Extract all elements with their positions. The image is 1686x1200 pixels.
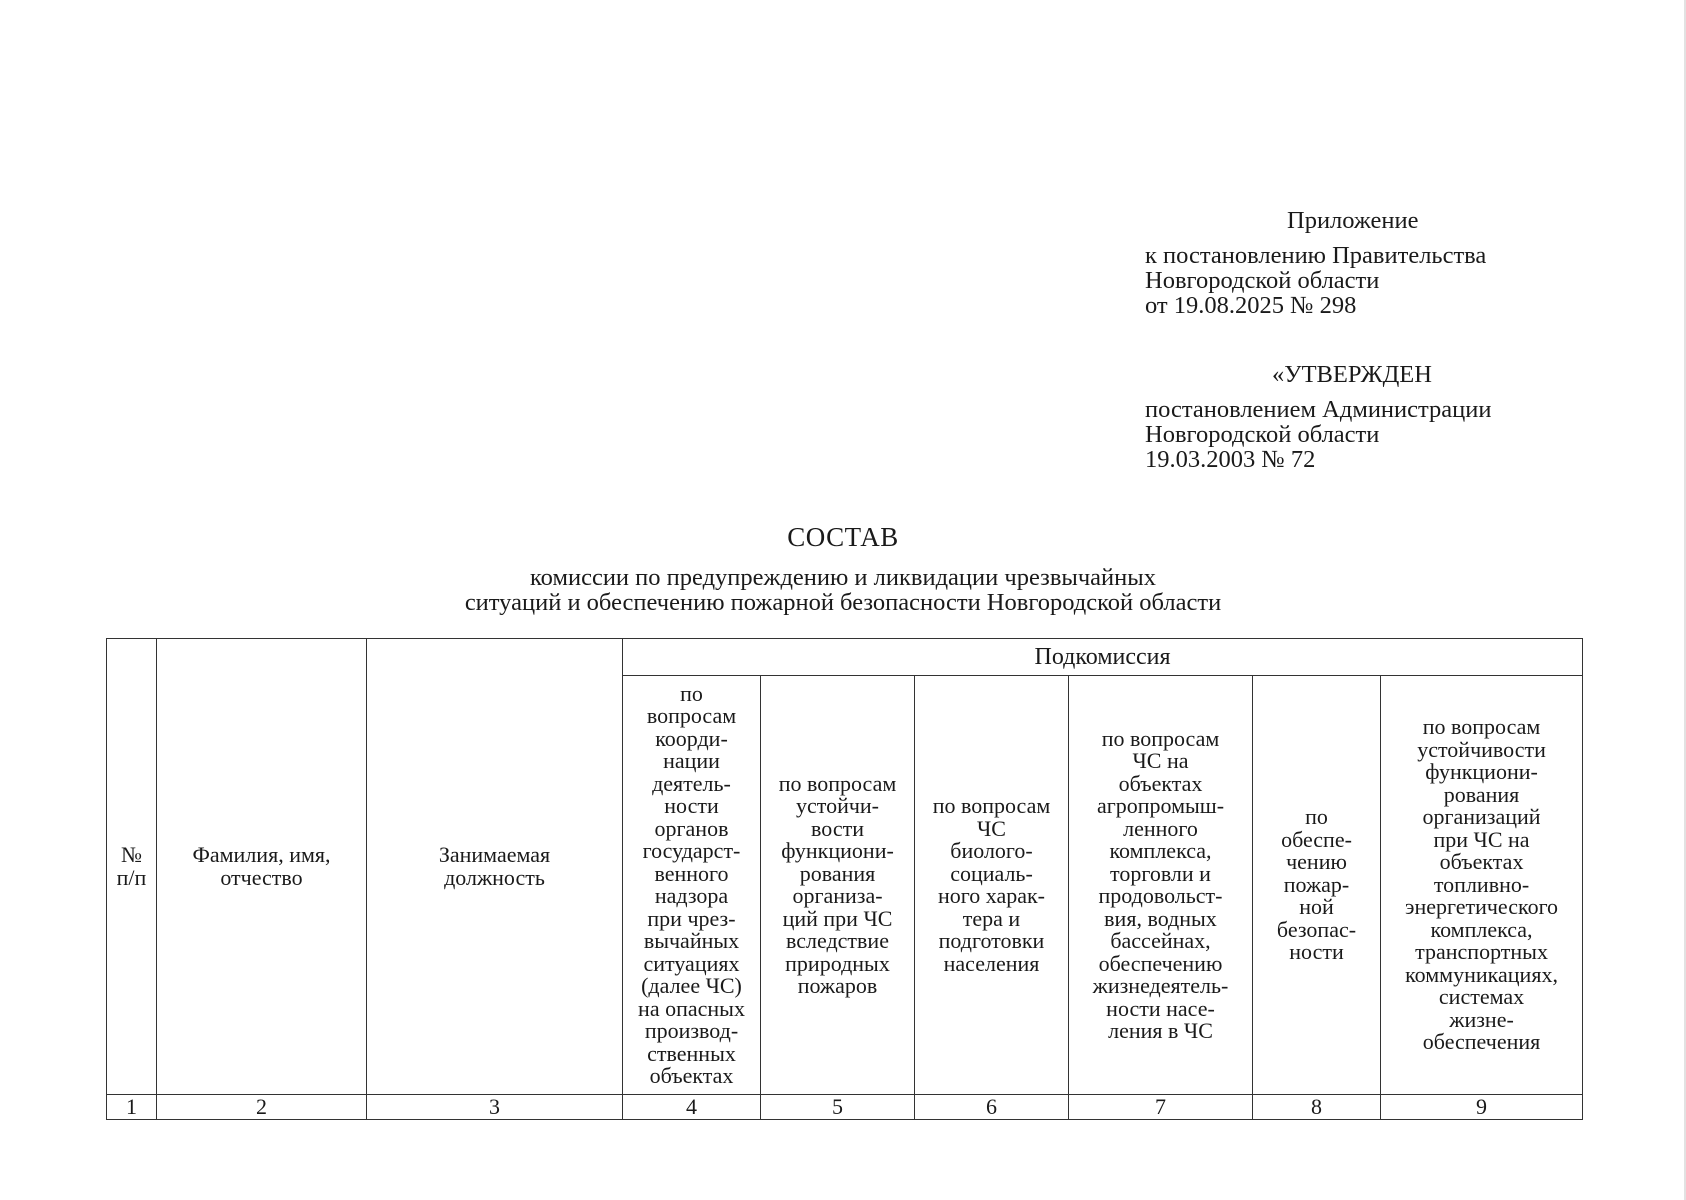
approved-line: Новгородской области	[1145, 421, 1380, 448]
column-number: 3	[367, 1095, 623, 1120]
document-subtitle	[0, 565, 1686, 615]
column-number: 4	[623, 1095, 761, 1120]
composition-table	[106, 638, 1583, 1120]
annex-line: Новгородской области	[1145, 267, 1380, 294]
table-header-row-1	[107, 639, 1583, 676]
approved-line: 19.03.2003 № 72	[1145, 446, 1316, 473]
document-title: СОСТАВ	[787, 522, 899, 552]
annex-line: от 19.08.2025 № 298	[1145, 292, 1357, 319]
column-number: 1	[107, 1095, 157, 1120]
column-header-agro-industrial: по вопросам ЧС на объектах агропромыш- ленного комплекса, торговли и продовольст- вия, водных бассейнах, обеспечению жизнедеятель- ности насе- ления в ЧС	[1069, 676, 1253, 1095]
column-header-hazardous-facilities: по вопросам коорди- нации деятель- ности органов государст- венного надзора при чрез- вычайных ситуациях (далее ЧС) на опасных производ- ственных объектах	[623, 676, 761, 1095]
column-number: 7	[1069, 1095, 1253, 1120]
approved-block	[1145, 362, 1605, 472]
column-numbers-row	[107, 1095, 1583, 1120]
subcommission-group-header: Подкомиссия	[623, 639, 1583, 676]
column-header-natural-fires: по вопросам устойчи- вости функциони- рования организа- ций при ЧС вследствие природных пожаров	[761, 676, 915, 1095]
column-number: 5	[761, 1095, 915, 1120]
annex-body	[1145, 243, 1605, 318]
column-header-fire-safety: по обеспе- чению пожар- ной безопас- ности	[1253, 676, 1381, 1095]
annex-line: к постановлению Правительства	[1145, 242, 1487, 269]
approved-body	[1145, 397, 1605, 472]
column-header-bio-social: по вопросам ЧС биолого- социаль- ного харак- тера и подготовки населения	[915, 676, 1069, 1095]
column-header-number: № п/п	[107, 639, 157, 1095]
annex-heading: Приложение	[1287, 207, 1419, 234]
approved-heading: «УТВЕРЖДЕН	[1272, 361, 1432, 388]
column-number: 6	[915, 1095, 1069, 1120]
subtitle-line: ситуаций и обеспечению пожарной безопасности Новгородской области	[464, 589, 1222, 616]
approved-line: постановлением Администрации	[1145, 396, 1492, 423]
column-header-fuel-energy: по вопросам устойчивости функциони- рования организаций при ЧС на объектах топливно- энергетического комплекса, транспортных коммуникациях, системах жизне- обеспечения	[1381, 676, 1583, 1095]
column-number: 8	[1253, 1095, 1381, 1120]
column-number: 2	[157, 1095, 367, 1120]
annex-block	[1145, 208, 1605, 318]
subtitle-line: комиссии по предупреждению и ликвидации чрезвычайных	[530, 564, 1156, 591]
column-header-position: Занимаемая должность	[367, 639, 623, 1095]
column-number: 9	[1381, 1095, 1583, 1120]
column-header-full-name: Фамилия, имя, отчество	[157, 639, 367, 1095]
